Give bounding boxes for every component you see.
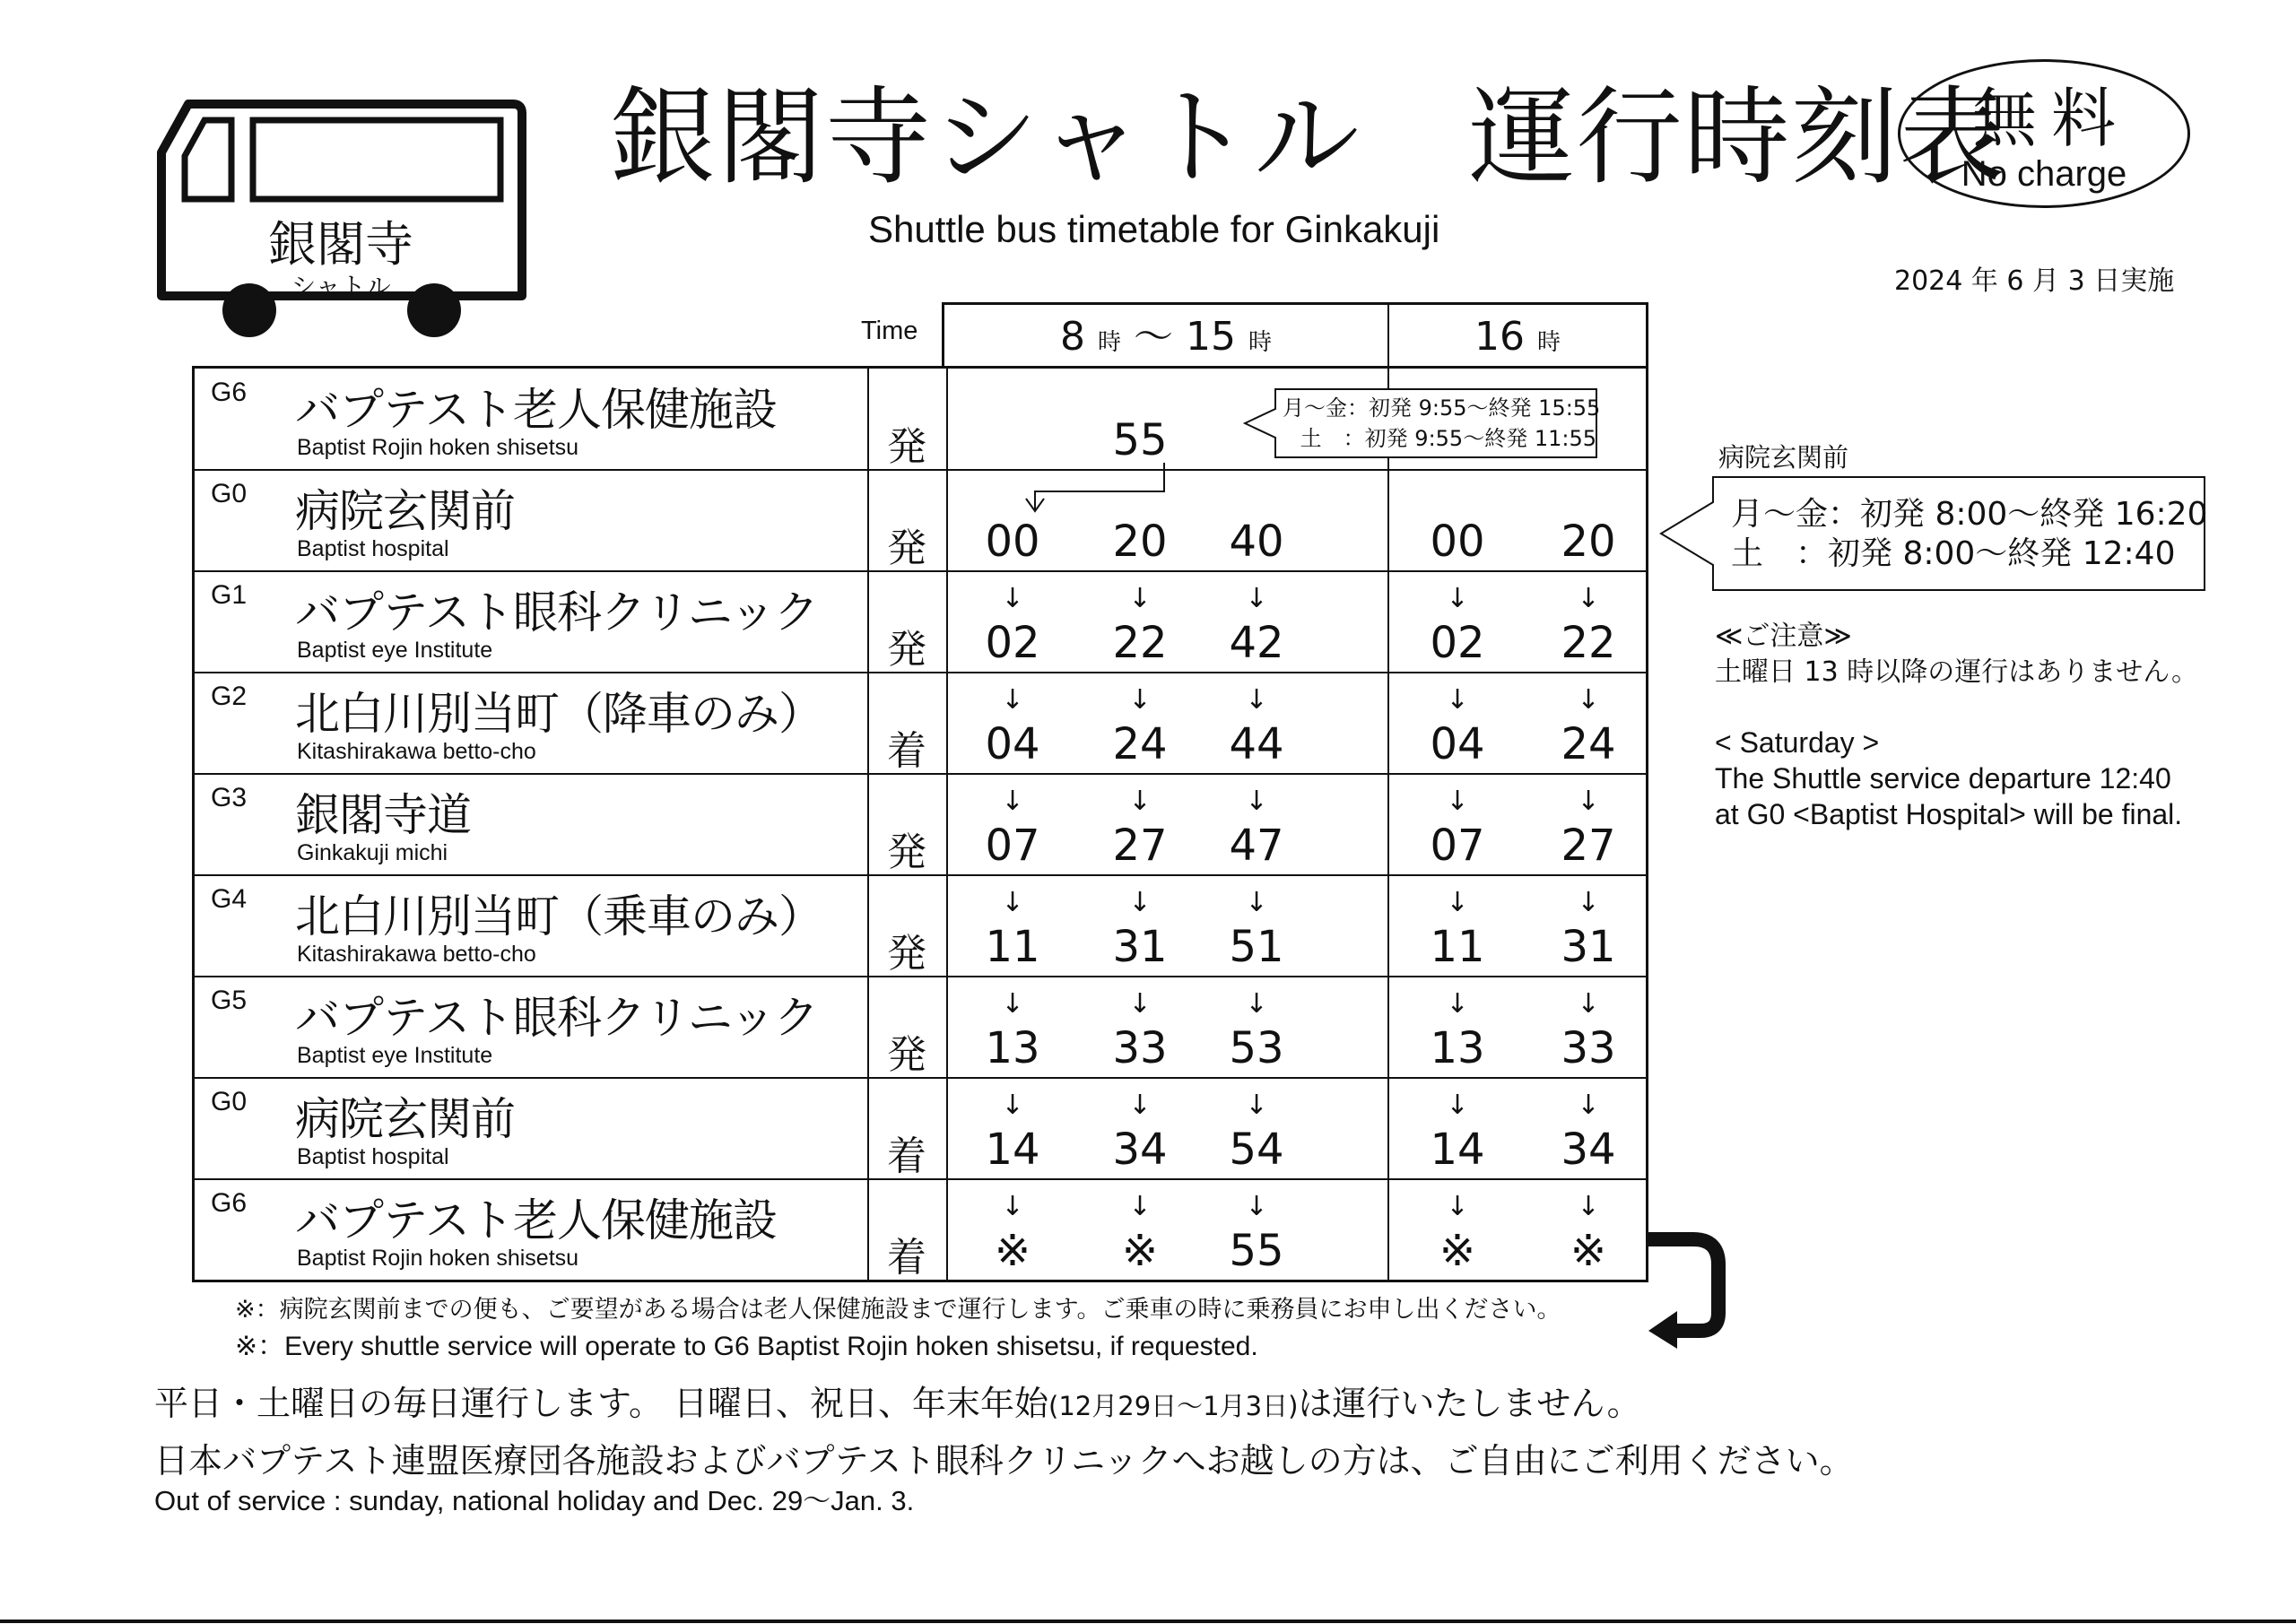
hospital-weekday-line: 月～金：初発 8:00～終発 16:20 bbox=[1731, 496, 2208, 533]
time-cell bbox=[1417, 1179, 1498, 1280]
down-arrow-icon: ↓ bbox=[1245, 786, 1268, 817]
service-days-text: 平日・土曜日の毎日運行します。 日曜日、祝日、年末年始 bbox=[154, 1384, 1049, 1423]
time-cell bbox=[1100, 774, 1180, 874]
down-arrow-icon: ↓ bbox=[1001, 786, 1024, 817]
down-arrow-icon: ↓ bbox=[1001, 684, 1024, 716]
bus-label: 銀閣寺 bbox=[268, 216, 413, 273]
hour-column-divider bbox=[1387, 1078, 1389, 1178]
time-cell bbox=[1548, 470, 1629, 570]
arrival-departure-label: 発 bbox=[887, 829, 926, 875]
time-cell bbox=[1216, 875, 1297, 976]
bottom-divider bbox=[0, 1620, 2296, 1623]
effective-date: 2024 年 6 月 3 日実施 bbox=[1894, 265, 2175, 297]
time-cell bbox=[1216, 977, 1297, 1077]
stop-name-en: Baptist Rojin hoken shisetsu bbox=[297, 435, 579, 460]
stop-code: G6 bbox=[211, 1188, 248, 1218]
time-cell bbox=[1417, 875, 1498, 976]
time-value: 22 bbox=[1561, 618, 1616, 668]
hour-column-divider bbox=[1387, 470, 1389, 570]
hour-column-divider bbox=[1387, 673, 1389, 773]
time-value: 31 bbox=[1112, 922, 1168, 972]
time-cell bbox=[1548, 1078, 1629, 1178]
table-row bbox=[195, 1078, 1646, 1180]
time-cell bbox=[972, 1078, 1053, 1178]
time-cell bbox=[1548, 673, 1629, 773]
time-value: 04 bbox=[985, 719, 1040, 769]
stop-code: G4 bbox=[211, 884, 248, 914]
time-value: ※ bbox=[1121, 1226, 1159, 1276]
stop-code: G1 bbox=[211, 580, 248, 610]
holiday-dates: (12月29日～1月3日) bbox=[1048, 1391, 1299, 1421]
down-arrow-icon: ↓ bbox=[1245, 1090, 1268, 1121]
time-value: 24 bbox=[1112, 719, 1168, 769]
hospital-callout-heading: 病院玄関前 bbox=[1718, 442, 1849, 473]
time-value: 20 bbox=[1561, 517, 1616, 567]
time-label: Time bbox=[861, 317, 918, 345]
saturday-heading: < Saturday > bbox=[1715, 726, 1880, 759]
time-cell bbox=[972, 571, 1053, 672]
arrival-departure-cell bbox=[867, 369, 948, 469]
down-arrow-icon: ↓ bbox=[1446, 1191, 1469, 1222]
stop-name-en: Kitashirakawa betto-cho bbox=[297, 942, 536, 967]
time-cell bbox=[1100, 977, 1180, 1077]
down-arrow-icon: ↓ bbox=[1128, 1090, 1152, 1121]
time-cell bbox=[1100, 673, 1180, 773]
out-of-service-info: Out of service : sunday, national holiday and Dec. 29～Jan. 3. bbox=[154, 1485, 915, 1516]
page-subtitle: Shuttle bus timetable for Ginkakuji bbox=[868, 208, 1440, 250]
g6-callout-text bbox=[1283, 393, 1601, 454]
down-arrow-icon: ↓ bbox=[1577, 786, 1600, 817]
stop-name-en: Kitashirakawa betto-cho bbox=[297, 739, 536, 764]
stop-name-jp: バプテスト眼科クリニック bbox=[295, 992, 818, 1044]
time-cell bbox=[1100, 571, 1180, 672]
down-arrow-icon: ↓ bbox=[1245, 684, 1268, 716]
hour-range-header bbox=[944, 305, 1389, 369]
down-arrow-icon: ↓ bbox=[1001, 887, 1024, 918]
stop-code: G6 bbox=[211, 378, 248, 407]
down-arrow-icon: ↓ bbox=[1128, 684, 1152, 716]
hospital-callout-text bbox=[1731, 495, 2207, 574]
down-arrow-icon: ↓ bbox=[1001, 988, 1024, 1020]
service-days-info bbox=[154, 1376, 1641, 1425]
stop-name-jp: 北白川別当町（降車のみ） bbox=[295, 688, 822, 740]
time-cell bbox=[972, 977, 1053, 1077]
table-row bbox=[195, 470, 1646, 572]
down-arrow-icon: ↓ bbox=[1245, 988, 1268, 1020]
time-value: 02 bbox=[1430, 618, 1485, 668]
hour-column-divider bbox=[1387, 1179, 1389, 1280]
caution-heading: ≪ご注意≫ bbox=[1715, 621, 1852, 652]
stop-name-en: Baptist eye Institute bbox=[297, 1043, 493, 1068]
footnote-en: ※：Every shuttle service will operate to G6 Baptist Rojin hoken shisetsu, if requested. bbox=[235, 1332, 1258, 1361]
stop-code: G2 bbox=[211, 682, 248, 711]
stop-code: G0 bbox=[211, 1087, 248, 1116]
stop-code: G0 bbox=[211, 479, 248, 508]
hour-from: 8 bbox=[1059, 314, 1085, 360]
time-value: 34 bbox=[1561, 1125, 1616, 1175]
timetable bbox=[192, 366, 1648, 1282]
g6-saturday-line: 土 ：初発 9:55～終発 11:55 bbox=[1300, 426, 1596, 451]
down-arrow-icon: ↓ bbox=[1577, 1090, 1600, 1121]
down-arrow-icon: ↓ bbox=[1446, 887, 1469, 918]
time-value: 53 bbox=[1229, 1023, 1284, 1073]
caution-text: 土曜日 13 時以降の運行はありません。 bbox=[1715, 656, 2199, 688]
down-arrow-icon: ↓ bbox=[1128, 786, 1152, 817]
arrival-departure-cell bbox=[867, 875, 948, 976]
connector-arrow-icon bbox=[1022, 461, 1202, 515]
time-value: 04 bbox=[1430, 719, 1485, 769]
hour-16: 16 bbox=[1474, 314, 1525, 360]
hour-unit: 時 bbox=[1248, 329, 1273, 356]
stop-name-jp: バプテスト老人保健施設 bbox=[295, 1194, 777, 1246]
stop-name-en: Baptist eye Institute bbox=[297, 638, 493, 663]
time-value: 14 bbox=[985, 1125, 1040, 1175]
arrival-departure-label: 発 bbox=[887, 931, 926, 977]
arrival-departure-label: 発 bbox=[887, 627, 926, 673]
down-arrow-icon: ↓ bbox=[1245, 887, 1268, 918]
arrival-departure-label: 着 bbox=[887, 1133, 926, 1179]
g6-weekday-line: 月～金：初発 9:55～終発 15:55 bbox=[1283, 395, 1601, 421]
g6-schedule-callout bbox=[1243, 387, 1601, 459]
arrival-departure-cell bbox=[867, 977, 948, 1077]
time-cell bbox=[1417, 1078, 1498, 1178]
arrival-departure-cell bbox=[867, 1078, 948, 1178]
hour-16-header bbox=[1389, 305, 1646, 369]
arrival-departure-cell bbox=[867, 774, 948, 874]
time-value: 11 bbox=[1430, 922, 1485, 972]
saturday-line1: The Shuttle service departure 12:40 bbox=[1715, 762, 2171, 795]
time-value: 55 bbox=[1229, 1226, 1284, 1276]
time-cell bbox=[1216, 571, 1297, 672]
time-value: 27 bbox=[1561, 821, 1616, 871]
time-value: 33 bbox=[1112, 1023, 1168, 1073]
time-cell bbox=[1417, 470, 1498, 570]
time-header bbox=[942, 302, 1648, 369]
table-row bbox=[195, 673, 1646, 775]
hour-column-divider bbox=[1387, 774, 1389, 874]
time-cell bbox=[1417, 673, 1498, 773]
time-cell bbox=[1417, 977, 1498, 1077]
time-value: 00 bbox=[1430, 517, 1485, 567]
time-value: 24 bbox=[1561, 719, 1616, 769]
arrival-departure-label: 発 bbox=[887, 424, 926, 470]
time-value: 33 bbox=[1561, 1023, 1616, 1073]
time-value: 40 bbox=[1229, 517, 1284, 567]
down-arrow-icon: ↓ bbox=[1446, 988, 1469, 1020]
time-value: 13 bbox=[985, 1023, 1040, 1073]
hour-column-divider bbox=[1387, 977, 1389, 1077]
stop-code: G3 bbox=[211, 783, 248, 812]
down-arrow-icon: ↓ bbox=[1446, 1090, 1469, 1121]
down-arrow-icon: ↓ bbox=[1128, 887, 1152, 918]
arrival-departure-cell bbox=[867, 571, 948, 672]
down-arrow-icon: ↓ bbox=[1001, 583, 1024, 614]
down-arrow-icon: ↓ bbox=[1128, 583, 1152, 614]
time-value: 42 bbox=[1229, 618, 1284, 668]
time-cell bbox=[1100, 1179, 1180, 1280]
hospital-saturday-line: 土 ：初発 8:00～終発 12:40 bbox=[1731, 535, 2176, 572]
time-value: 51 bbox=[1229, 922, 1284, 972]
time-value: 02 bbox=[985, 618, 1040, 668]
time-cell bbox=[972, 673, 1053, 773]
hour-column-divider bbox=[1387, 571, 1389, 672]
time-value: ※ bbox=[994, 1226, 1031, 1276]
time-cell bbox=[1548, 774, 1629, 874]
table-row bbox=[195, 875, 1646, 977]
time-cell bbox=[1548, 1179, 1629, 1280]
down-arrow-icon: ↓ bbox=[1577, 583, 1600, 614]
time-cell bbox=[972, 1179, 1053, 1280]
down-arrow-icon: ↓ bbox=[1577, 988, 1600, 1020]
table-row bbox=[195, 571, 1646, 673]
time-value: 11 bbox=[985, 922, 1040, 972]
down-arrow-icon: ↓ bbox=[1128, 1191, 1152, 1222]
time-value: 34 bbox=[1112, 1125, 1168, 1175]
down-arrow-icon: ↓ bbox=[1446, 786, 1469, 817]
caution-note bbox=[1715, 619, 2198, 690]
time-cell bbox=[1216, 1078, 1297, 1178]
time-value: 27 bbox=[1112, 821, 1168, 871]
down-arrow-icon: ↓ bbox=[1245, 1191, 1268, 1222]
time-value: 47 bbox=[1229, 821, 1284, 871]
table-row bbox=[195, 774, 1646, 876]
stop-code: G5 bbox=[211, 986, 248, 1015]
time-cell bbox=[1417, 774, 1498, 874]
arrival-departure-label: 着 bbox=[887, 728, 926, 774]
arrival-departure-label: 着 bbox=[887, 1235, 926, 1281]
time-value: ※ bbox=[1570, 1226, 1607, 1276]
hour-unit: 時 bbox=[1097, 329, 1121, 356]
time-cell bbox=[972, 774, 1053, 874]
down-arrow-icon: ↓ bbox=[1577, 684, 1600, 716]
time-value: 44 bbox=[1229, 719, 1284, 769]
stop-name-jp: バプテスト眼科クリニック bbox=[295, 586, 818, 638]
down-arrow-icon: ↓ bbox=[1128, 988, 1152, 1020]
down-arrow-icon: ↓ bbox=[1446, 583, 1469, 614]
arrival-departure-label: 発 bbox=[887, 1032, 926, 1078]
time-cell bbox=[1548, 977, 1629, 1077]
down-arrow-icon: ↓ bbox=[1001, 1090, 1024, 1121]
arrival-departure-cell bbox=[867, 470, 948, 570]
table-row bbox=[195, 1179, 1646, 1280]
stop-name-jp: バプテスト老人保健施設 bbox=[295, 384, 777, 436]
time-value: 00 bbox=[985, 517, 1040, 567]
badge-en-text: No charge bbox=[1961, 154, 2127, 194]
stop-name-en: Baptist Rojin hoken shisetsu bbox=[297, 1246, 579, 1271]
time-cell bbox=[1216, 774, 1297, 874]
saturday-note bbox=[1715, 725, 2182, 832]
hour-unit: 時 bbox=[1536, 329, 1561, 356]
time-cell bbox=[1100, 369, 1180, 469]
stop-name-jp: 病院玄関前 bbox=[295, 1093, 515, 1145]
down-arrow-icon: ↓ bbox=[1446, 684, 1469, 716]
stop-name-jp: 銀閣寺道 bbox=[295, 789, 471, 841]
arrival-departure-label: 発 bbox=[887, 525, 926, 571]
stop-name-jp: 病院玄関前 bbox=[295, 485, 515, 537]
eligibility-info: 日本バプテスト連盟医療団各施設およびバプテスト眼科クリニックへお越しの方は、ご自由にご利用ください。 bbox=[154, 1441, 1854, 1481]
time-value: 13 bbox=[1430, 1023, 1485, 1073]
table-row bbox=[195, 977, 1646, 1079]
no-service-text: は運行いたしません。 bbox=[1298, 1384, 1641, 1423]
no-charge-badge bbox=[1898, 59, 2190, 208]
time-value: 14 bbox=[1430, 1125, 1485, 1175]
time-value: 31 bbox=[1561, 922, 1616, 972]
time-cell bbox=[1216, 1179, 1297, 1280]
return-arrow-icon bbox=[1638, 1227, 1736, 1349]
time-value: 54 bbox=[1229, 1125, 1284, 1175]
hour-tilde: 〜 bbox=[1134, 314, 1173, 360]
down-arrow-icon: ↓ bbox=[1577, 1191, 1600, 1222]
time-value: 55 bbox=[1112, 415, 1168, 465]
time-value: 07 bbox=[985, 821, 1040, 871]
time-value: 20 bbox=[1112, 517, 1168, 567]
time-value: 22 bbox=[1112, 618, 1168, 668]
bus-sublabel: シャトル bbox=[291, 272, 391, 301]
time-value: ※ bbox=[1439, 1226, 1476, 1276]
time-cell bbox=[972, 875, 1053, 976]
time-cell bbox=[1100, 1078, 1180, 1178]
saturday-line2: at G0 <Baptist Hospital> will be final. bbox=[1715, 798, 2183, 830]
badge-jp-text: 無料 bbox=[1971, 81, 2130, 156]
arrival-departure-cell bbox=[867, 1179, 948, 1280]
stop-name-en: Ginkakuji michi bbox=[297, 840, 448, 865]
time-cell bbox=[1548, 875, 1629, 976]
time-cell bbox=[1216, 673, 1297, 773]
time-value: 07 bbox=[1430, 821, 1485, 871]
time-cell bbox=[1548, 571, 1629, 672]
page-title: 銀閣寺シャトル 運行時刻表 bbox=[610, 75, 2007, 199]
stop-name-jp: 北白川別当町（乗車のみ） bbox=[295, 890, 822, 942]
time-cell bbox=[1100, 875, 1180, 976]
down-arrow-icon: ↓ bbox=[1577, 887, 1600, 918]
time-cell bbox=[1417, 571, 1498, 672]
stop-name-en: Baptist hospital bbox=[297, 536, 449, 561]
arrival-departure-cell bbox=[867, 673, 948, 773]
bus-icon bbox=[152, 99, 529, 341]
hour-to: 15 bbox=[1186, 314, 1236, 360]
down-arrow-icon: ↓ bbox=[1001, 1191, 1024, 1222]
hour-column-divider bbox=[1387, 875, 1389, 976]
time-cell bbox=[1216, 470, 1297, 570]
stop-name-en: Baptist hospital bbox=[297, 1144, 449, 1169]
down-arrow-icon: ↓ bbox=[1245, 583, 1268, 614]
hospital-schedule-callout bbox=[1659, 475, 2206, 592]
footnote-jp: ※：病院玄関前までの便も、ご要望がある場合は老人保健施設まで運行します。ご乗車の時に乗務員にお申し出ください。 bbox=[235, 1296, 1561, 1324]
